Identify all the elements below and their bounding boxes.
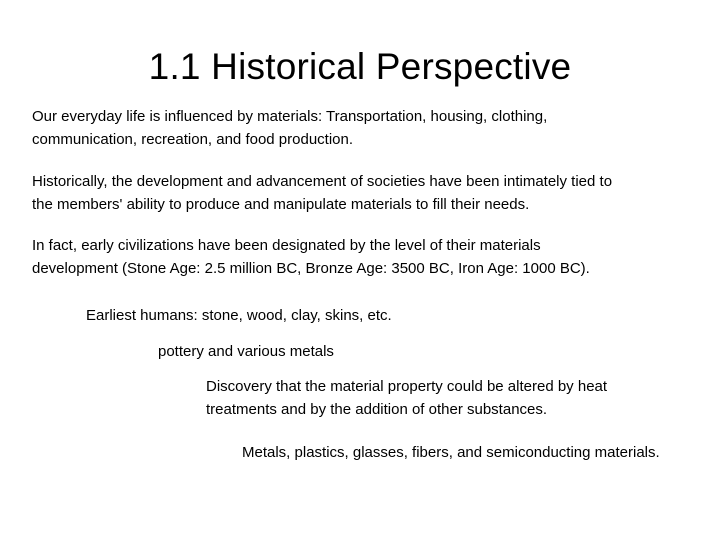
paragraph-line: development (Stone Age: 2.5 million BC, Bronze Age: 3500 BC, Iron Age: 1000 BC). <box>32 260 590 277</box>
paragraph-line: In fact, early civilizations have been designated by the level of their materials <box>32 237 541 254</box>
step-modern-materials <box>242 441 660 464</box>
step-earliest-humans <box>86 304 392 327</box>
paragraph-civilization-ages <box>32 234 590 280</box>
paragraph-line: Historically, the development and advancement of societies have been intimately tied to <box>32 173 613 190</box>
step-line: Earliest humans: stone, wood, clay, skins, etc. <box>86 307 392 324</box>
step-line: Metals, plastics, glasses, fibers, and semiconducting materials. <box>242 444 660 461</box>
paragraph-line: Our everyday life is influenced by materials: Transportation, housing, clothing, <box>32 108 548 125</box>
paragraph-line: communication, recreation, and food production. <box>32 131 354 148</box>
step-line: pottery and various metals <box>158 343 334 360</box>
step-line: Discovery that the material property could be altered by heat <box>206 378 608 395</box>
paragraph-societies-development <box>32 170 612 216</box>
step-heat-treatment-discovery <box>206 375 607 421</box>
paragraph-line: the members' ability to produce and manipulate materials to fill their needs. <box>32 196 530 213</box>
paragraph-materials-everyday-life <box>32 105 547 151</box>
step-line: treatments and by the addition of other substances. <box>206 401 548 418</box>
step-pottery-metals <box>158 340 334 363</box>
slide-title: 1.1 Historical Perspective <box>148 46 572 87</box>
